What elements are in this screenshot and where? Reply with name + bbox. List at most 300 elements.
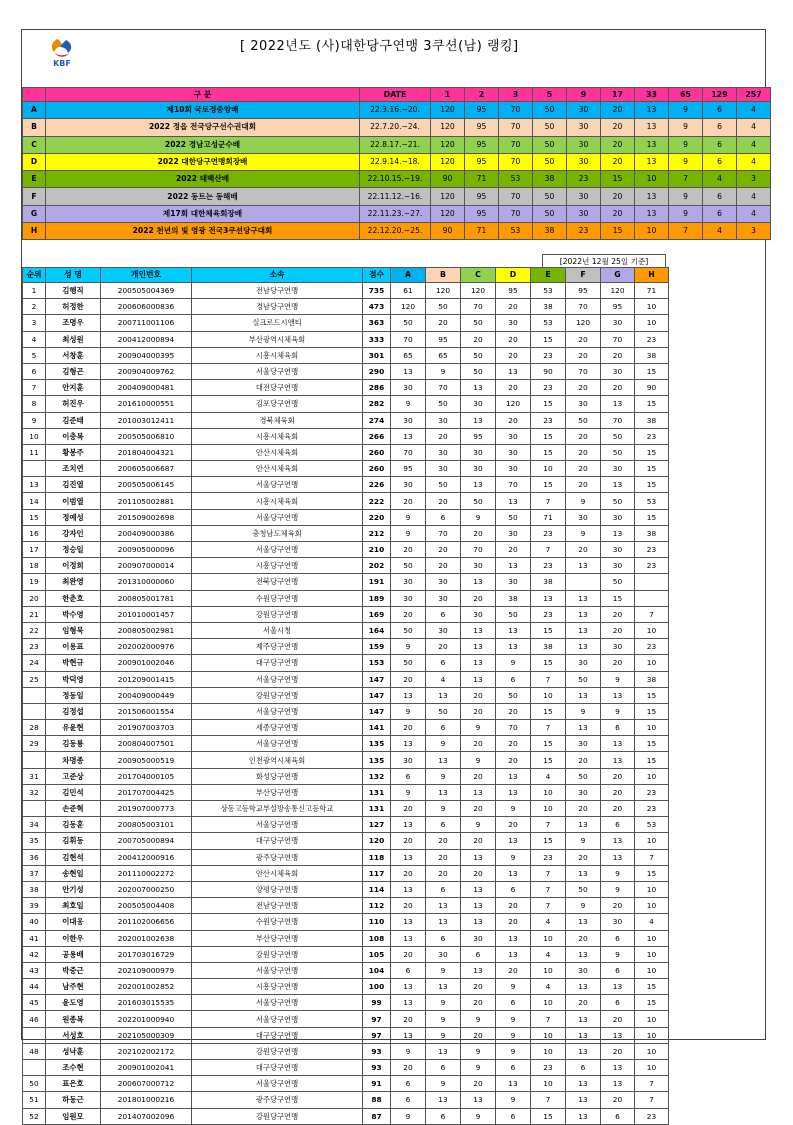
ranking-row — [23, 655, 669, 671]
score-d: 20 — [496, 542, 531, 558]
player-name: 김행직 — [46, 283, 101, 299]
player-name: 임원모 — [46, 1108, 101, 1124]
score-e: 15 — [531, 428, 566, 444]
competition-points: 71 — [465, 223, 499, 240]
affiliation: 강원당구연맹 — [192, 606, 363, 622]
score-a: 9 — [391, 703, 426, 719]
total-points: 266 — [363, 428, 391, 444]
competition-points: 13 — [635, 153, 669, 170]
total-points: 114 — [363, 881, 391, 897]
score-a: 20 — [391, 833, 426, 849]
competition-points: 95 — [465, 136, 499, 153]
score-g: 13 — [601, 1076, 635, 1092]
score-h: 71 — [635, 283, 669, 299]
ranking-header-cell: B — [426, 268, 461, 283]
score-h: 15 — [635, 444, 669, 460]
player-id: 201703016729 — [101, 946, 192, 962]
competition-points: 90 — [431, 223, 465, 240]
score-f: 13 — [566, 1043, 601, 1059]
competition-points: 9 — [669, 153, 703, 170]
score-b: 13 — [426, 914, 461, 930]
score-b: 13 — [426, 784, 461, 800]
ranking-row — [23, 299, 669, 315]
score-a: 20 — [391, 898, 426, 914]
score-a: 20 — [391, 493, 426, 509]
player-id: 201707004425 — [101, 784, 192, 800]
player-id: 201105002881 — [101, 493, 192, 509]
score-e: 10 — [531, 1027, 566, 1043]
competition-points: 6 — [703, 119, 737, 136]
ranking-row — [23, 703, 669, 719]
score-e: 15 — [531, 477, 566, 493]
score-b: 9 — [426, 1011, 461, 1027]
ranking-table — [22, 267, 669, 1125]
score-g: 15 — [601, 590, 635, 606]
affiliation: 대구당구연맹 — [192, 1060, 363, 1076]
player-name: 조명우 — [46, 315, 101, 331]
score-e: 4 — [531, 914, 566, 930]
score-g: 6 — [601, 817, 635, 833]
score-g: 6 — [601, 995, 635, 1011]
ranking-row — [23, 606, 669, 622]
score-f: 13 — [566, 865, 601, 881]
header-cell: 129 — [703, 88, 737, 102]
total-points: 135 — [363, 752, 391, 768]
player-id: 200907000014 — [101, 558, 192, 574]
score-d: 6 — [496, 1060, 531, 1076]
score-a: 13 — [391, 914, 426, 930]
competition-points: 20 — [601, 188, 635, 205]
score-c: 13 — [461, 574, 496, 590]
header-cell: DATE — [360, 88, 431, 102]
score-g: 6 — [601, 930, 635, 946]
ranking-row — [23, 509, 669, 525]
ranking-header-cell: E — [531, 268, 566, 283]
affiliation: 시흥시체육회 — [192, 428, 363, 444]
competition-points: 30 — [567, 119, 601, 136]
score-d: 20 — [496, 898, 531, 914]
competition-header-row — [23, 88, 771, 102]
competition-code: C — [23, 136, 46, 153]
rank — [23, 687, 46, 703]
score-e: 23 — [531, 1060, 566, 1076]
rank: 48 — [23, 1043, 46, 1059]
competition-name: 제17회 대한체육회장배 — [46, 205, 360, 222]
competition-code: A — [23, 102, 46, 119]
player-name: 정동일 — [46, 687, 101, 703]
ranking-row — [23, 768, 669, 784]
score-g: 13 — [601, 687, 635, 703]
affiliation: 충청남도체육회 — [192, 525, 363, 541]
player-id: 200905000519 — [101, 752, 192, 768]
score-c: 6 — [461, 946, 496, 962]
score-f: 20 — [566, 428, 601, 444]
player-id: 202201000940 — [101, 1011, 192, 1027]
score-c: 20 — [461, 703, 496, 719]
affiliation: 대전당구연맹 — [192, 380, 363, 396]
player-id: 200409000481 — [101, 380, 192, 396]
score-h: 7 — [635, 1092, 669, 1108]
score-g: 70 — [601, 331, 635, 347]
ranking-row — [23, 817, 669, 833]
score-e: 38 — [531, 574, 566, 590]
competition-points: 20 — [601, 102, 635, 119]
score-b: 20 — [426, 428, 461, 444]
competition-points: 9 — [669, 205, 703, 222]
affiliation: 광주당구연맹 — [192, 849, 363, 865]
score-g: 20 — [601, 606, 635, 622]
player-name: 허진우 — [46, 396, 101, 412]
score-a: 20 — [391, 865, 426, 881]
competition-points: 20 — [601, 136, 635, 153]
score-c: 70 — [461, 542, 496, 558]
total-points: 363 — [363, 315, 391, 331]
score-e: 10 — [531, 1043, 566, 1059]
score-a: 9 — [391, 639, 426, 655]
affiliation: 시흥당구연맹 — [192, 558, 363, 574]
score-c: 13 — [461, 412, 496, 428]
score-g: 13 — [601, 525, 635, 541]
competition-row — [23, 223, 771, 240]
ranking-row — [23, 752, 669, 768]
score-f: 6 — [566, 1060, 601, 1076]
player-name: 표은호 — [46, 1076, 101, 1092]
player-id: 202002000976 — [101, 639, 192, 655]
score-e: 7 — [531, 542, 566, 558]
affiliation: 서울당구연맹 — [192, 995, 363, 1011]
total-points: 132 — [363, 768, 391, 784]
score-h: 15 — [635, 703, 669, 719]
score-g: 20 — [601, 347, 635, 363]
player-id: 200805003101 — [101, 817, 192, 833]
score-h: 90 — [635, 380, 669, 396]
score-a: 30 — [391, 590, 426, 606]
score-a: 20 — [391, 1011, 426, 1027]
total-points: 290 — [363, 363, 391, 379]
ranking-row — [23, 477, 669, 493]
rank: 21 — [23, 606, 46, 622]
score-f: 20 — [566, 849, 601, 865]
rank: 23 — [23, 639, 46, 655]
player-name: 김휘동 — [46, 833, 101, 849]
affiliation: 양평당구연맹 — [192, 881, 363, 897]
score-d: 50 — [496, 606, 531, 622]
score-e: 15 — [531, 703, 566, 719]
rank: 45 — [23, 995, 46, 1011]
total-points: 153 — [363, 655, 391, 671]
score-h: 10 — [635, 720, 669, 736]
competition-points: 7 — [669, 171, 703, 188]
score-c: 20 — [461, 801, 496, 817]
score-b: 30 — [426, 574, 461, 590]
score-e: 23 — [531, 347, 566, 363]
ranking-row — [23, 1027, 669, 1043]
competition-points: 9 — [669, 188, 703, 205]
score-a: 13 — [391, 881, 426, 897]
score-a: 30 — [391, 380, 426, 396]
header-cell — [23, 88, 46, 102]
score-g: 13 — [601, 1060, 635, 1076]
total-points: 105 — [363, 946, 391, 962]
score-f: 9 — [566, 493, 601, 509]
ranking-row — [23, 493, 669, 509]
score-b: 13 — [426, 687, 461, 703]
score-a: 13 — [391, 817, 426, 833]
total-points: 260 — [363, 444, 391, 460]
score-b: 6 — [426, 1108, 461, 1124]
score-g: 30 — [601, 914, 635, 930]
score-d: 20 — [496, 703, 531, 719]
competition-points: 71 — [465, 171, 499, 188]
competition-table — [22, 87, 771, 240]
rank: 34 — [23, 817, 46, 833]
header-cell: 2 — [465, 88, 499, 102]
player-name: 하동근 — [46, 1092, 101, 1108]
ranking-header-cell: C — [461, 268, 496, 283]
affiliation: 서울당구연맹 — [192, 817, 363, 833]
total-points: 108 — [363, 930, 391, 946]
competition-row — [23, 171, 771, 188]
score-e: 10 — [531, 801, 566, 817]
score-d: 95 — [496, 283, 531, 299]
score-d: 13 — [496, 558, 531, 574]
total-points: 87 — [363, 1108, 391, 1124]
score-c: 70 — [461, 299, 496, 315]
ranking-header-row — [23, 268, 669, 283]
score-a: 120 — [391, 299, 426, 315]
score-f: 20 — [566, 347, 601, 363]
score-g: 30 — [601, 461, 635, 477]
player-name: 이대웅 — [46, 914, 101, 930]
player-name: 강자인 — [46, 525, 101, 541]
score-g: 13 — [601, 979, 635, 995]
ranking-row — [23, 347, 669, 363]
score-h: 15 — [635, 865, 669, 881]
score-e: 7 — [531, 1011, 566, 1027]
score-d: 20 — [496, 752, 531, 768]
ranking-row — [23, 930, 669, 946]
score-b: 95 — [426, 331, 461, 347]
competition-points: 23 — [567, 223, 601, 240]
date-note: [2022년 12월 25일 기준] — [542, 254, 666, 268]
score-c: 13 — [461, 1092, 496, 1108]
score-f: 30 — [566, 962, 601, 978]
score-d: 120 — [496, 396, 531, 412]
score-c: 120 — [461, 283, 496, 299]
total-points: 104 — [363, 962, 391, 978]
score-e: 90 — [531, 363, 566, 379]
rank: 35 — [23, 833, 46, 849]
score-b: 9 — [426, 363, 461, 379]
competition-points: 13 — [635, 119, 669, 136]
score-a: 20 — [391, 801, 426, 817]
player-id: 202001002852 — [101, 979, 192, 995]
header-cell: 65 — [669, 88, 703, 102]
score-f: 9 — [566, 703, 601, 719]
score-a: 13 — [391, 930, 426, 946]
total-points: 91 — [363, 1076, 391, 1092]
score-a: 9 — [391, 1043, 426, 1059]
header-cell: 257 — [737, 88, 771, 102]
affiliation: 서울당구연맹 — [192, 509, 363, 525]
competition-points: 6 — [703, 153, 737, 170]
score-b: 30 — [426, 461, 461, 477]
competition-points: 70 — [499, 102, 533, 119]
player-id: 201603015535 — [101, 995, 192, 1011]
competition-points: 70 — [499, 136, 533, 153]
score-f: 70 — [566, 363, 601, 379]
score-g: 13 — [601, 736, 635, 752]
score-d: 13 — [496, 946, 531, 962]
score-f: 13 — [566, 1027, 601, 1043]
score-h: 10 — [635, 622, 669, 638]
score-b: 50 — [426, 396, 461, 412]
player-id: 200711001106 — [101, 315, 192, 331]
score-a: 50 — [391, 558, 426, 574]
score-g: 70 — [601, 412, 635, 428]
score-b: 20 — [426, 542, 461, 558]
score-a: 30 — [391, 574, 426, 590]
score-h: 7 — [635, 1076, 669, 1092]
total-points: 286 — [363, 380, 391, 396]
score-e: 23 — [531, 606, 566, 622]
score-g: 6 — [601, 1108, 635, 1124]
affiliation: 대구당구연맹 — [192, 1027, 363, 1043]
score-g: 20 — [601, 768, 635, 784]
competition-date: 22.9.14.~18. — [360, 153, 431, 170]
score-g: 20 — [601, 622, 635, 638]
total-points: 282 — [363, 396, 391, 412]
ranking-row — [23, 1043, 669, 1059]
score-d: 13 — [496, 865, 531, 881]
rank — [23, 1027, 46, 1043]
competition-points: 95 — [465, 205, 499, 222]
score-f: 50 — [566, 768, 601, 784]
player-name: 윤도영 — [46, 995, 101, 1011]
total-points: 131 — [363, 801, 391, 817]
score-b: 6 — [426, 720, 461, 736]
rank: 1 — [23, 283, 46, 299]
score-b: 30 — [426, 412, 461, 428]
score-b: 70 — [426, 380, 461, 396]
rank: 50 — [23, 1076, 46, 1092]
total-points: 120 — [363, 833, 391, 849]
ranking-row — [23, 380, 669, 396]
score-c: 50 — [461, 363, 496, 379]
player-name: 조치연 — [46, 461, 101, 477]
score-d: 50 — [496, 509, 531, 525]
header-cell: 1 — [431, 88, 465, 102]
score-e: 15 — [531, 655, 566, 671]
player-id: 200901002041 — [101, 1060, 192, 1076]
player-name: 한춘호 — [46, 590, 101, 606]
score-e: 4 — [531, 768, 566, 784]
player-name: 공용배 — [46, 946, 101, 962]
score-h: 23 — [635, 542, 669, 558]
ranking-row — [23, 1060, 669, 1076]
rank: 46 — [23, 1011, 46, 1027]
affiliation: 서울당구연맹 — [192, 703, 363, 719]
header-cell: 17 — [601, 88, 635, 102]
affiliation: 강원당구연맹 — [192, 1108, 363, 1124]
score-a: 13 — [391, 1027, 426, 1043]
player-id: 202001002638 — [101, 930, 192, 946]
affiliation: 안산시체육회 — [192, 865, 363, 881]
score-h: 15 — [635, 736, 669, 752]
score-d: 9 — [496, 979, 531, 995]
competition-points: 70 — [499, 153, 533, 170]
score-c: 13 — [461, 784, 496, 800]
score-h: 23 — [635, 428, 669, 444]
score-f: 95 — [566, 283, 601, 299]
score-h: 38 — [635, 525, 669, 541]
total-points: 118 — [363, 849, 391, 865]
ranking-header-cell: F — [566, 268, 601, 283]
score-f: 13 — [566, 639, 601, 655]
score-c: 20 — [461, 833, 496, 849]
score-h: 10 — [635, 315, 669, 331]
total-points: 141 — [363, 720, 391, 736]
total-points: 93 — [363, 1060, 391, 1076]
competition-points: 30 — [567, 188, 601, 205]
score-a: 6 — [391, 768, 426, 784]
ranking-row — [23, 687, 669, 703]
score-d: 6 — [496, 1108, 531, 1124]
score-b: 50 — [426, 477, 461, 493]
score-a: 20 — [391, 946, 426, 962]
competition-points: 13 — [635, 205, 669, 222]
score-h: 10 — [635, 655, 669, 671]
score-b: 120 — [426, 283, 461, 299]
score-e: 4 — [531, 946, 566, 962]
score-e: 15 — [531, 736, 566, 752]
rank: 44 — [23, 979, 46, 995]
score-f: 50 — [566, 881, 601, 897]
score-b: 20 — [426, 558, 461, 574]
competition-date: 22.11.12.~16. — [360, 188, 431, 205]
total-points: 110 — [363, 914, 391, 930]
score-e: 10 — [531, 784, 566, 800]
competition-points: 4 — [737, 136, 771, 153]
score-a: 9 — [391, 525, 426, 541]
score-f: 30 — [566, 736, 601, 752]
player-id: 202007000250 — [101, 881, 192, 897]
affiliation: 서울당구연맹 — [192, 1076, 363, 1092]
score-e: 15 — [531, 396, 566, 412]
total-points: 169 — [363, 606, 391, 622]
rank: 7 — [23, 380, 46, 396]
score-h: 10 — [635, 930, 669, 946]
competition-points: 4 — [737, 119, 771, 136]
score-b: 9 — [426, 962, 461, 978]
score-h: 10 — [635, 898, 669, 914]
player-name: 이한우 — [46, 930, 101, 946]
ranking-row — [23, 671, 669, 687]
header-cell: 9 — [567, 88, 601, 102]
score-a: 13 — [391, 849, 426, 865]
score-h — [635, 590, 669, 606]
score-a: 50 — [391, 315, 426, 331]
rank: 15 — [23, 509, 46, 525]
score-d: 13 — [496, 784, 531, 800]
competition-name: 2022 동트는 동해배 — [46, 188, 360, 205]
rank: 17 — [23, 542, 46, 558]
score-g: 50 — [601, 444, 635, 460]
player-id: 201506001554 — [101, 703, 192, 719]
score-c: 20 — [461, 768, 496, 784]
score-h: 15 — [635, 461, 669, 477]
score-d: 30 — [496, 461, 531, 477]
